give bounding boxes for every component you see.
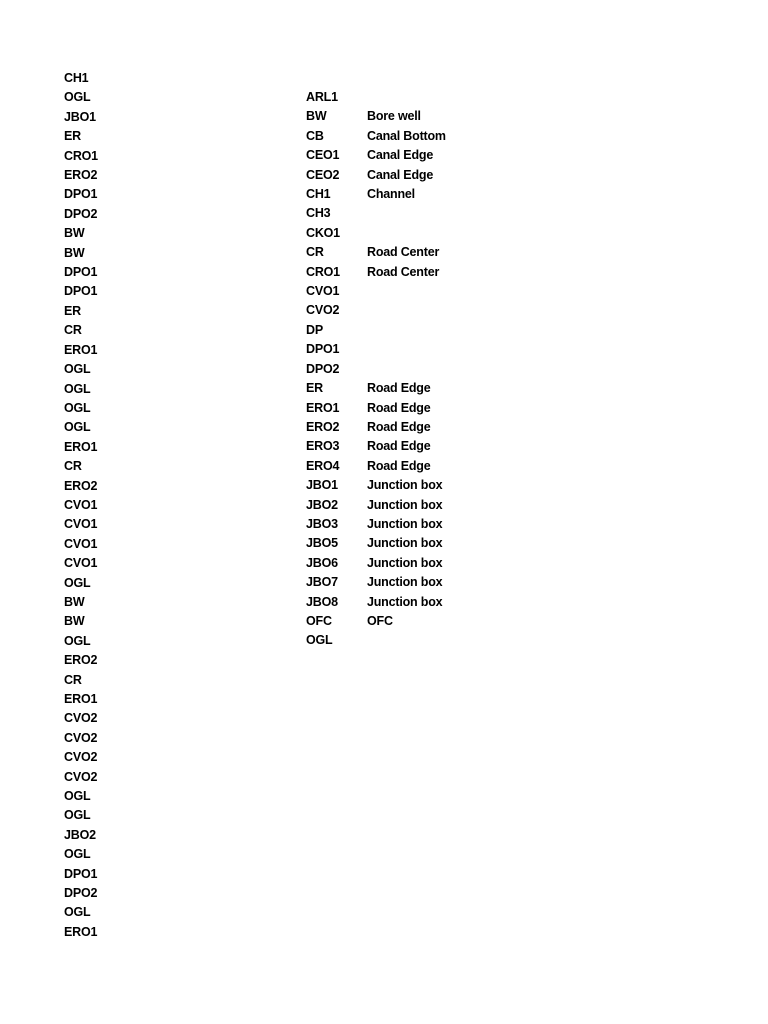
code-description-table [306, 88, 606, 651]
code-cell: JBO1 [306, 478, 338, 493]
description-cell: Road Edge [367, 400, 431, 415]
description-cell: Road Edge [367, 439, 431, 454]
description-cell [367, 340, 606, 359]
left-code-item: OGL [64, 381, 91, 396]
left-code-item: ERO2 [64, 478, 98, 493]
code-row [306, 593, 606, 612]
left-code-item: CR [64, 323, 82, 338]
left-code-item: CH1 [64, 71, 89, 85]
code-row [306, 282, 606, 301]
code-cell: DPO1 [306, 342, 340, 357]
left-code-item: CVO2 [64, 750, 98, 765]
code-cell: ERO2 [306, 419, 340, 434]
left-code-item: ER [64, 129, 81, 144]
code-cell: JBO3 [306, 516, 338, 531]
description-cell: Junction box [367, 516, 443, 531]
description-cell [367, 321, 606, 340]
description-cell: Bore well [367, 109, 421, 124]
description-cell: Road Center [367, 245, 440, 260]
description-cell: Road Edge [367, 458, 431, 473]
code-cell: ERO4 [306, 458, 340, 473]
left-code-item: OGL [64, 575, 91, 590]
code-cell: OGL [306, 633, 333, 648]
code-cell: JBO5 [306, 536, 338, 551]
left-code-item: CRO1 [64, 148, 98, 163]
description-cell: Junction box [367, 594, 443, 609]
description-cell [367, 631, 606, 650]
left-code-list [64, 69, 264, 942]
left-code-item: OGL [64, 789, 91, 804]
code-row [306, 457, 606, 476]
code-cell: CVO1 [306, 284, 340, 299]
left-code-item: ERO2 [64, 168, 98, 183]
code-row [306, 321, 606, 340]
left-code-item: DPO1 [64, 187, 98, 202]
description-cell: Junction box [367, 555, 443, 570]
code-cell: ER [306, 381, 323, 396]
description-cell [367, 88, 606, 107]
code-cell: CB [306, 128, 324, 143]
left-code-item: BW [64, 594, 85, 609]
left-code-item: JBO2 [64, 827, 96, 842]
code-cell: OFC [306, 613, 332, 628]
left-code-item: CVO1 [64, 517, 98, 532]
code-cell: CVO2 [306, 303, 340, 318]
code-cell: ERO3 [306, 439, 340, 454]
left-code-item: OGL [64, 420, 91, 435]
code-row [306, 418, 606, 437]
description-cell [367, 224, 606, 243]
description-cell: Road Edge [367, 381, 431, 396]
code-cell: DP [306, 322, 323, 337]
description-cell: Junction box [367, 536, 443, 551]
code-row [306, 573, 606, 592]
description-cell: Canal Edge [367, 148, 434, 163]
code-row [306, 127, 606, 146]
code-cell: ERO1 [306, 400, 340, 415]
code-row [306, 437, 606, 456]
code-row [306, 204, 606, 223]
left-code-item: CVO2 [64, 711, 98, 726]
code-row [306, 146, 606, 165]
left-code-item: OGL [64, 400, 91, 415]
left-code-item: CVO1 [64, 556, 98, 571]
left-code-item: BW [64, 614, 85, 629]
description-cell [367, 204, 606, 223]
description-cell: Road Edge [367, 419, 431, 434]
left-code-item: ERO2 [64, 653, 98, 668]
code-cell: CRO1 [306, 264, 340, 279]
code-row [306, 88, 606, 107]
left-code-item: ERO1 [64, 342, 98, 357]
left-code-item: OGL [64, 633, 91, 648]
code-cell: DPO2 [306, 361, 340, 376]
code-row [306, 496, 606, 515]
description-cell: Road Center [367, 264, 440, 279]
left-code-item: DPO1 [64, 265, 98, 280]
left-code-item: CVO2 [64, 730, 98, 745]
left-code-item: OGL [64, 808, 91, 823]
code-row [306, 612, 606, 631]
left-code-item: OGL [64, 905, 91, 920]
description-cell [367, 360, 606, 379]
left-code-item: CVO1 [64, 497, 98, 512]
left-code-item: CVO1 [64, 536, 98, 551]
description-cell: Junction box [367, 575, 443, 590]
description-cell: Canal Edge [367, 167, 434, 182]
code-cell: JBO7 [306, 575, 338, 590]
code-row [306, 107, 606, 126]
code-cell: CR [306, 245, 324, 260]
description-cell: Junction box [367, 478, 443, 493]
code-cell: BW [306, 109, 327, 124]
code-row [306, 263, 606, 282]
description-cell [367, 301, 606, 320]
code-row [306, 185, 606, 204]
left-code-item: ERO1 [64, 692, 98, 706]
left-code-item: CR [64, 459, 82, 474]
description-cell [367, 282, 606, 301]
code-cell: CEO1 [306, 148, 340, 163]
left-code-item: ERO1 [64, 924, 98, 939]
code-row [306, 631, 606, 650]
code-row [306, 243, 606, 262]
left-code-item: JBO1 [64, 109, 96, 124]
left-code-item: DPO2 [64, 886, 98, 901]
code-row [306, 379, 606, 398]
description-cell: Canal Bottom [367, 128, 446, 143]
code-cell: JBO8 [306, 594, 338, 609]
code-row [306, 340, 606, 359]
code-cell: CKO1 [306, 225, 340, 240]
code-row [306, 166, 606, 185]
left-code-item: DPO1 [64, 284, 98, 299]
code-row [306, 399, 606, 418]
left-code-item: DPO1 [64, 866, 98, 881]
left-code-item: ER [64, 303, 81, 318]
left-code-item: CVO2 [64, 769, 98, 784]
left-code-item: BW [64, 226, 85, 241]
description-cell: Channel [367, 187, 415, 202]
code-cell: CEO2 [306, 167, 340, 182]
code-cell: JBO6 [306, 555, 338, 570]
left-code-item: BW [64, 245, 85, 260]
code-cell: CH3 [306, 206, 331, 221]
code-cell: ARL1 [306, 90, 338, 104]
left-code-item: DPO2 [64, 206, 98, 221]
code-row [306, 301, 606, 320]
left-code-item: CR [64, 672, 82, 687]
description-cell: Junction box [367, 497, 443, 512]
code-cell: CH1 [306, 187, 331, 202]
left-code-item: OGL [64, 847, 91, 862]
description-cell: OFC [367, 613, 393, 628]
left-code-item: OGL [64, 362, 91, 377]
code-row [306, 534, 606, 553]
code-row [306, 554, 606, 573]
code-row [306, 360, 606, 379]
code-row [306, 224, 606, 243]
left-code-item: OGL [64, 90, 91, 105]
code-row [306, 515, 606, 534]
code-cell: JBO2 [306, 497, 338, 512]
code-row [306, 476, 606, 495]
left-code-item: ERO1 [64, 439, 98, 454]
